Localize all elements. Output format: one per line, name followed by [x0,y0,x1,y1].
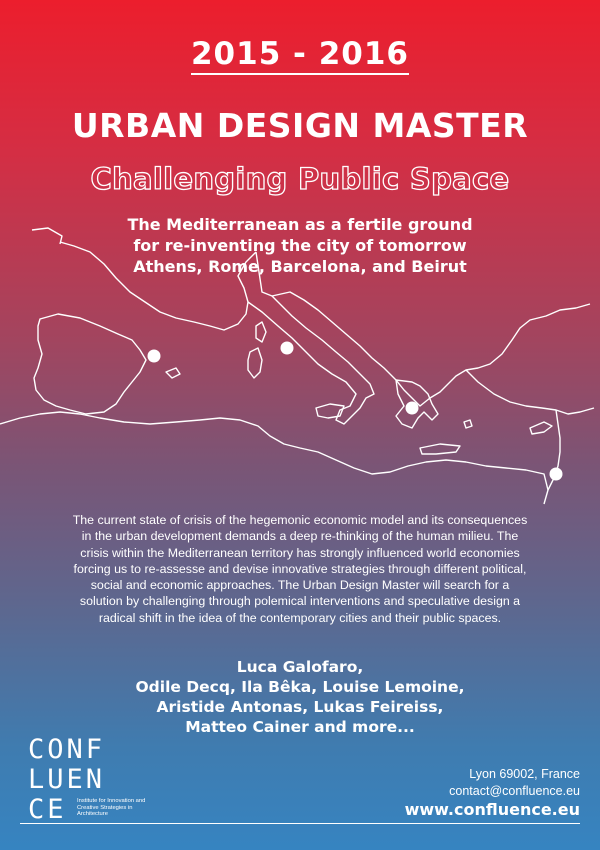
city-marker-rome [281,342,294,355]
logo-line: LUEN [28,764,106,795]
speakers-line: Aristide Antonas, Lukas Feireiss, [156,698,444,716]
map-island-rhodes [464,420,472,428]
year-heading [0,36,600,72]
map-coast-italy [248,252,374,424]
logo-line: CE [28,794,67,825]
map-island-sardinia [248,348,262,378]
tagline-line: Athens, Rome, Barcelona, and Beirut [133,257,467,276]
contact-email[interactable]: contact@confluence.eu [449,784,580,798]
description-paragraph: The current state of crisis of the hegemonic economic model and its consequences in the urban development demands a deep re-thinking of the human milieu. The crisis within the Mediterranean territory has strongly influenced world economies forcing us to re-assesse and devise innovative strategies through different political, social and economic approaches. The Urban Design Master will search for a solution by challenging through polemical interventions and speculative design a radical shift in the idea of the contemporary cities and their public spaces. [72,513,528,625]
map-island-balearic [166,368,180,378]
confluence-logo [28,735,148,835]
website-link[interactable]: www.confluence.eu [404,800,580,819]
map-island-corsica [256,322,266,342]
speakers-line: Odile Decq, Ila Bêka, Louise Lemoine, [135,678,465,696]
map-coast-balkans [272,292,590,406]
city-marker-athens [406,402,419,415]
tagline-line: The Mediterranean as a fertile ground [127,215,473,234]
contact-address: Lyon 69002, France [469,767,580,781]
logo-line: CONF [28,734,106,765]
map-island-cyprus [530,422,552,434]
map-island-crete [420,444,460,454]
speakers-line: Matteo Cainer and more... [185,718,415,736]
map-coast-iberia [34,314,146,414]
footer-divider [20,823,580,824]
logo-tagline: Institute for Innovation and Creative Strategies in Architecture [77,798,146,818]
year-text: 2015 - 2016 [191,36,409,75]
contact-block [449,766,580,800]
speakers-line: Luca Galofaro, [236,658,364,676]
map-coast-levant [544,410,560,504]
city-marker-barcelona [148,350,161,363]
tagline-line: for re-inventing the city of tomorrow [133,236,467,255]
page-subtitle: Challenging Public Space [90,162,510,196]
page-title: URBAN DESIGN MASTER [71,106,529,145]
speakers-list [0,657,600,737]
tagline [0,214,600,277]
map-coast-north-africa [0,412,548,490]
city-marker-beirut [550,468,563,481]
map-coast-anatolia [466,370,594,414]
